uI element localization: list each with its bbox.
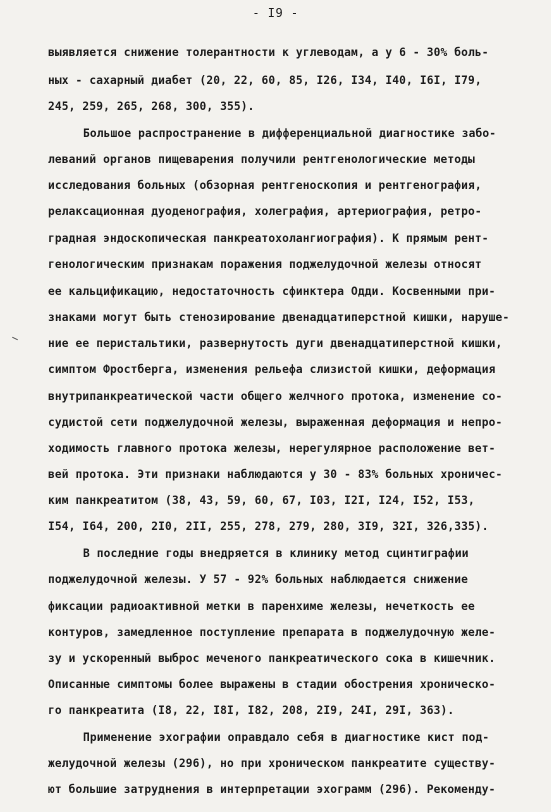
text-line: контуров, замедленное поступление препарата в поджелудочную желе-: [48, 626, 496, 639]
text-line: судистой сети поджелудочной железы, выраженная деформация и непро-: [48, 416, 503, 429]
text-line: ее кальцификацию, недостаточность сфинктера Одди. Косвенными при-: [48, 285, 496, 298]
text-line: Большое распространение в дифференциальной диагностике забо-: [83, 127, 497, 140]
text-line: ходимость главного протока железы, нерегулярное расположение вет-: [48, 442, 496, 455]
text-line: поджелудочной железы. У 57 - 92% больных наблюдается снижение: [48, 573, 469, 586]
text-line: леваний органов пищеварения получили рентгенологические методы: [48, 153, 475, 166]
text-line: Описанные симптомы более выражены в стадии обострения хроническо-: [48, 678, 496, 691]
text-line: Применение эхографии оправдало себя в диагностике кист под-: [83, 731, 490, 744]
text-line: внутрипанкреатической части общего желчного протока, изменение со-: [48, 390, 503, 403]
text-line: зу и ускоренный выброс меченого панкреатического сока в кишечник.: [48, 652, 496, 665]
text-line: I54, I64, 200, 2I0, 2II, 255, 278, 279, 280, 3I9, 32I, 326,335).: [48, 520, 489, 533]
page-number: - I9 -: [252, 6, 299, 20]
text-line: ных - сахарный диабет (20, 22, 60, 85, I26, I34, I40, I6I, I79,: [48, 74, 482, 87]
text-line: выявляется снижение толерантности к углеводам, а у 6 - 30% боль-: [48, 46, 489, 59]
text-line: ким панкреатитом (38, 43, 59, 60, 67, I03, I2I, I24, I52, I53,: [48, 494, 475, 507]
text-line: желудочной железы (296), но при хроническом панкреатите существу-: [48, 757, 496, 770]
stray-pen-mark: [12, 337, 18, 340]
text-line: градная эндоскопическая панкреатохолангиография). К прямым рент-: [48, 232, 489, 245]
text-line: го панкреатита (I8, 22, I8I, I82, 208, 2I9, 24I, 29I, 363).: [48, 704, 455, 717]
text-line: 245, 259, 265, 268, 300, 355).: [48, 100, 255, 113]
text-line: вей протока. Эти признаки наблюдаются у 30 - 83% больных хроничес-: [48, 468, 503, 481]
text-line: знаками могут быть стенозирование двенадцатиперстной кишки, наруше-: [48, 311, 510, 324]
text-line: ют большие затруднения в интерпретации эхограмм (296). Рекоменду-: [48, 783, 496, 796]
text-line: исследования больных (обзорная рентгеноскопия и рентгенография,: [48, 179, 482, 192]
text-line: ние ее перистальтики, развернутость дуги двенадцатиперстной кишки,: [48, 337, 503, 350]
text-line: фиксации радиоактивной метки в паренхиме железы, нечеткость ее: [48, 600, 475, 613]
text-line: симптом Фростберга, изменения рельефа слизистой кишки, деформация: [48, 363, 496, 376]
text-line: В последние годы внедряется в клинику метод сцинтиграфии: [83, 547, 469, 560]
text-line: релаксационная дуоденография, холеграфия, артериография, ретро-: [48, 205, 482, 218]
text-line: генологическим признакам поражения поджелудочной железы относят: [48, 258, 482, 271]
